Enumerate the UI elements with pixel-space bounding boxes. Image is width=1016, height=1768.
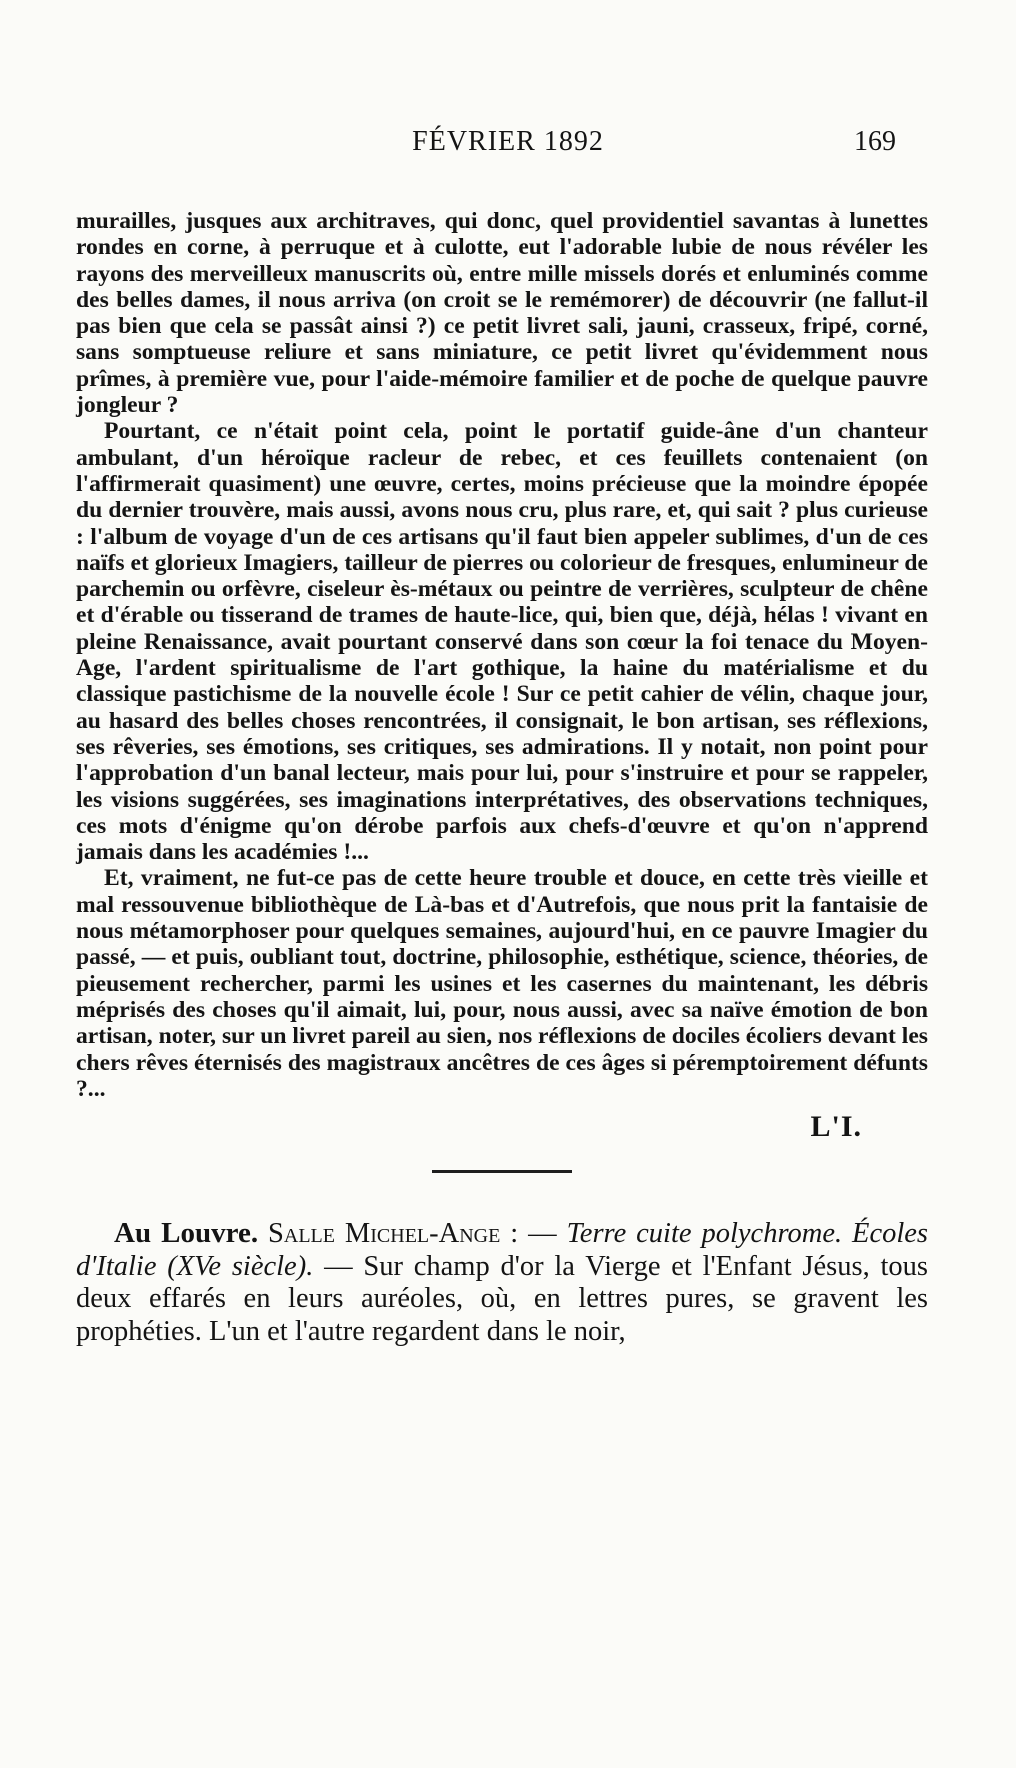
entry-work-title: Terre cuite polychrome. Écoles d'Italie (XVe siècle). xyxy=(76,1218,929,1282)
paragraph: Et, vraiment, ne fut-ce pas de cette heure trouble et douce, en cette très vieille et mal ressouvenue bibliothèque de Là-bas et d'Autrefois, que nous prit la fantaisie de nous métamorphoser pour quelques semaines, aujourd'hui, en ce pauvre Imagier du passé, — et puis, oubliant tout, doctrine, philosophie, esthétique, science, théories, de pieusement rechercher, parmi les usines et les casernes du maintenant, les débris méprisés des choses qu'il aimait, lui, pour, nous aussi, avec sa naïve émotion de bon artisan, noter, sur un livret pareil au sien, nos réflexions de dociles écoliers devant les chers rêves éternisés des magistraux ancêtres de ces âges si péremptoirement défunts ?... xyxy=(76,865,928,1102)
running-title: FÉVRIER 1892 xyxy=(412,126,604,157)
author-signature: L'I. xyxy=(810,1110,862,1144)
entry-separator: — xyxy=(518,1218,567,1250)
body-text xyxy=(76,208,928,1348)
entry-separator: — xyxy=(313,1250,364,1282)
entry-room: Salle Michel-Ange : xyxy=(268,1218,519,1250)
page-header xyxy=(0,126,1016,166)
entry-text: Sur champ d'or la Vierge et l'Enfant Jésus, tous deux effarés en leurs auréoles, où, en lettres pures, se gravent les prophéties. L'un et l'autre regardent dans le noir, xyxy=(76,1250,928,1347)
catalog-entry xyxy=(76,1217,928,1348)
page-number: 169 xyxy=(854,126,896,157)
paragraph: Pourtant, ce n'était point cela, point le portatif guide-âne d'un chanteur ambulant, d'un héroïque racleur de rebec, et ces feuillets contenaient (on l'affirmerait quasiment) une œuvre, certes, moins précieuse que la moindre épopée du dernier trouvère, mais aussi, avons nous cru, plus rare, et, qui sait ? plus curieuse : l'album de voyage d'un de ces artisans qu'il faut bien appeler sublimes, d'un de ces naïfs et glorieux Imagiers, tailleur de pierres ou colorieur de fresques, enlumineur de parchemin ou orfèvre, ciseleur ès-métaux ou peintre de verrières, sculpteur de chêne et d'érable ou tisserand de trames de haute-lice, qui, bien que, déjà, hélas ! vivant en pleine Renaissance, avait pourtant conservé dans son cœur la foi tenace du Moyen-Age, l'ardent spiritualisme de l'art gothique, la haine du matérialisme et du classique pastichisme de la nouvelle école ! Sur ce petit cahier de vélin, chaque jour, au hasard des belles choses rencontrées, il consignait, le bon artisan, ses réflexions, ses rêveries, ses émotions, ses critiques, ses admirations. Il y notait, non point pour l'approbation d'un banal lecteur, mais pour lui, pour s'instruire et pour se rappeler, les visions suggérées, ses imaginations interprétatives, des observations techniques, ces mots d'énigme qu'on dérobe parfois aux chefs-d'œuvre et qu'on n'apprend jamais dans les académies !... xyxy=(76,418,928,866)
section-divider xyxy=(432,1170,572,1173)
entry-place: Au Louvre. xyxy=(114,1217,259,1250)
paragraph-continued: murailles, jusques aux architraves, qui donc, quel providentiel savantas à lunettes rondes en corne, à perruque et à culotte, eut l'adorable lubie de nous révéler les rayons des merveilleux manuscrits où, entre mille missels dorés et enluminés comme des belles dames, il nous arriva (on croit se le remémorer) de découvrir (ne fallut-il pas bien que cela se passât ainsi ?) ce petit livret sali, jauni, crasseux, fripé, corné, sans somptueuse reliure et sans miniature, ce petit livret qu'évidemment nous prîmes, à première vue, pour l'aide-mémoire familier et de poche de quelque pauvre jongleur ? xyxy=(76,208,928,419)
